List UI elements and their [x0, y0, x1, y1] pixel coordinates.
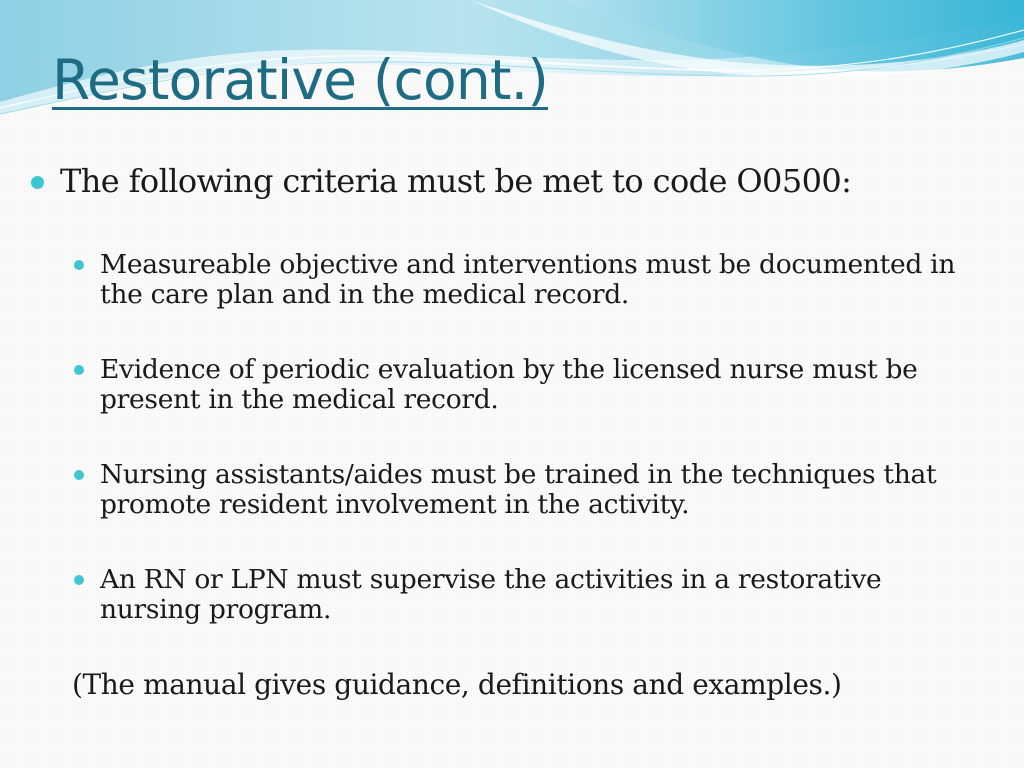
sub-bullet-dot	[74, 365, 84, 375]
sub-bullet-text: Evidence of periodic evaluation by the licensed nurse must be present in the medical record.	[100, 354, 918, 415]
sub-bullet-text: Nursing assistants/aides must be trained in the techniques that promote resident involvement in the activity.	[100, 459, 937, 520]
sub-bullet-text: Measureable objective and interventions must be documented in the care plan and in the medical record.	[100, 249, 956, 310]
main-bullet-dot	[31, 176, 44, 189]
sub-bullet-text: An RN or LPN must supervise the activities in a restorative nursing program.	[100, 564, 882, 625]
main-bullet-text: The following criteria must be met to code O0500:	[60, 162, 852, 200]
sub-bullet-dot	[74, 470, 84, 480]
footnote-text: (The manual gives guidance, definitions and examples.)	[72, 668, 842, 701]
sub-bullet-dot	[74, 260, 84, 270]
sub-bullet-dot	[74, 575, 84, 585]
slide-title: Restorative (cont.)	[52, 48, 548, 112]
